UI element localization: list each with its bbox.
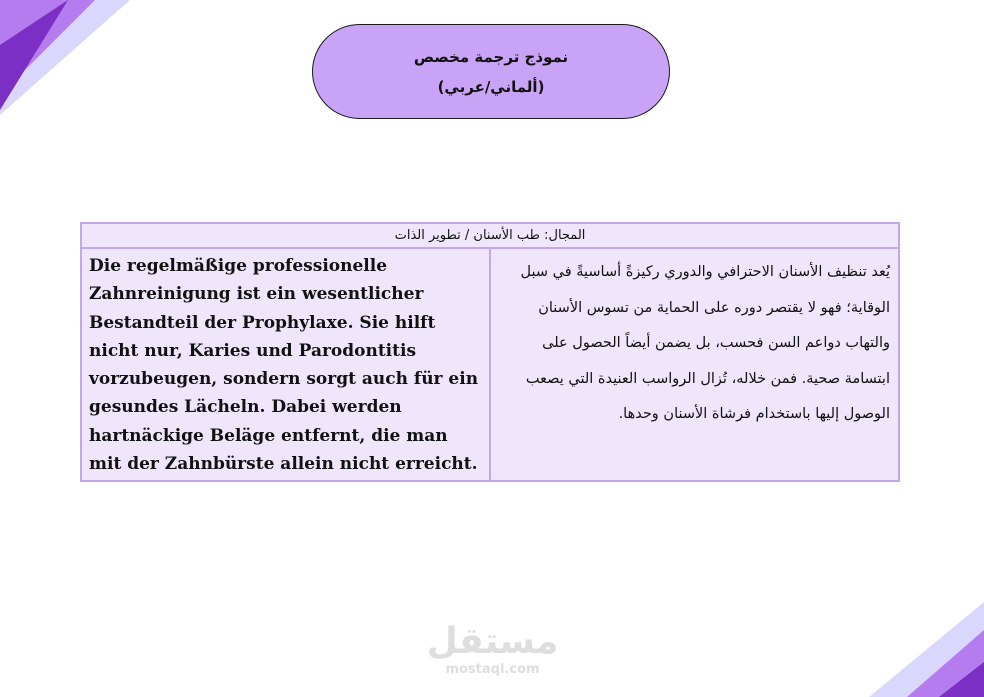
translation-table	[80, 222, 900, 482]
mostaql-watermark	[420, 622, 565, 677]
document-title-banner	[312, 24, 670, 119]
language-pair-label: (ألماني/عربي)	[437, 77, 545, 96]
domain-row	[81, 223, 899, 248]
watermark-url: mostaql.com	[445, 662, 540, 677]
corner-decoration-bottom-right	[869, 602, 984, 697]
arabic-translation-text: يُعد تنظيف الأسنان الاحترافي والدوري ركيزةً أساسيةً في سبل الوقاية؛ فهو لا يقتصر دوره على الحماية من تسوس الأسنان والتهاب دواعم السن فحسب، بل يضمن أيضاً الحصول على ابتسامة صحية. فمن خلاله، تُزال الرواسب العنيدة التي يصعب الوصول إليها باستخدام فرشاة الأسنان وحدها.	[490, 248, 899, 481]
translation-row	[81, 248, 899, 481]
domain-label: المجال: طب الأسنان / تطوير الذات	[81, 223, 899, 248]
watermark-logo-arabic: مستقل	[426, 621, 559, 662]
document-title: نموذج ترجمة مخصص	[413, 47, 569, 66]
german-source-text: Die regelmäßige professionelle Zahnreinigung ist ein wesentlicher Bestandteil der Prophylaxe. Sie hilft nicht nur, Karies und Parodontitis vorzubeugen, sondern sorgt auch für ein gesundes Lächeln. Dabei werden hartnäckige Beläge entfernt, die man mit der Zahnbürste allein nicht erreicht.	[81, 248, 490, 481]
corner-decoration-top-left	[0, 0, 130, 115]
